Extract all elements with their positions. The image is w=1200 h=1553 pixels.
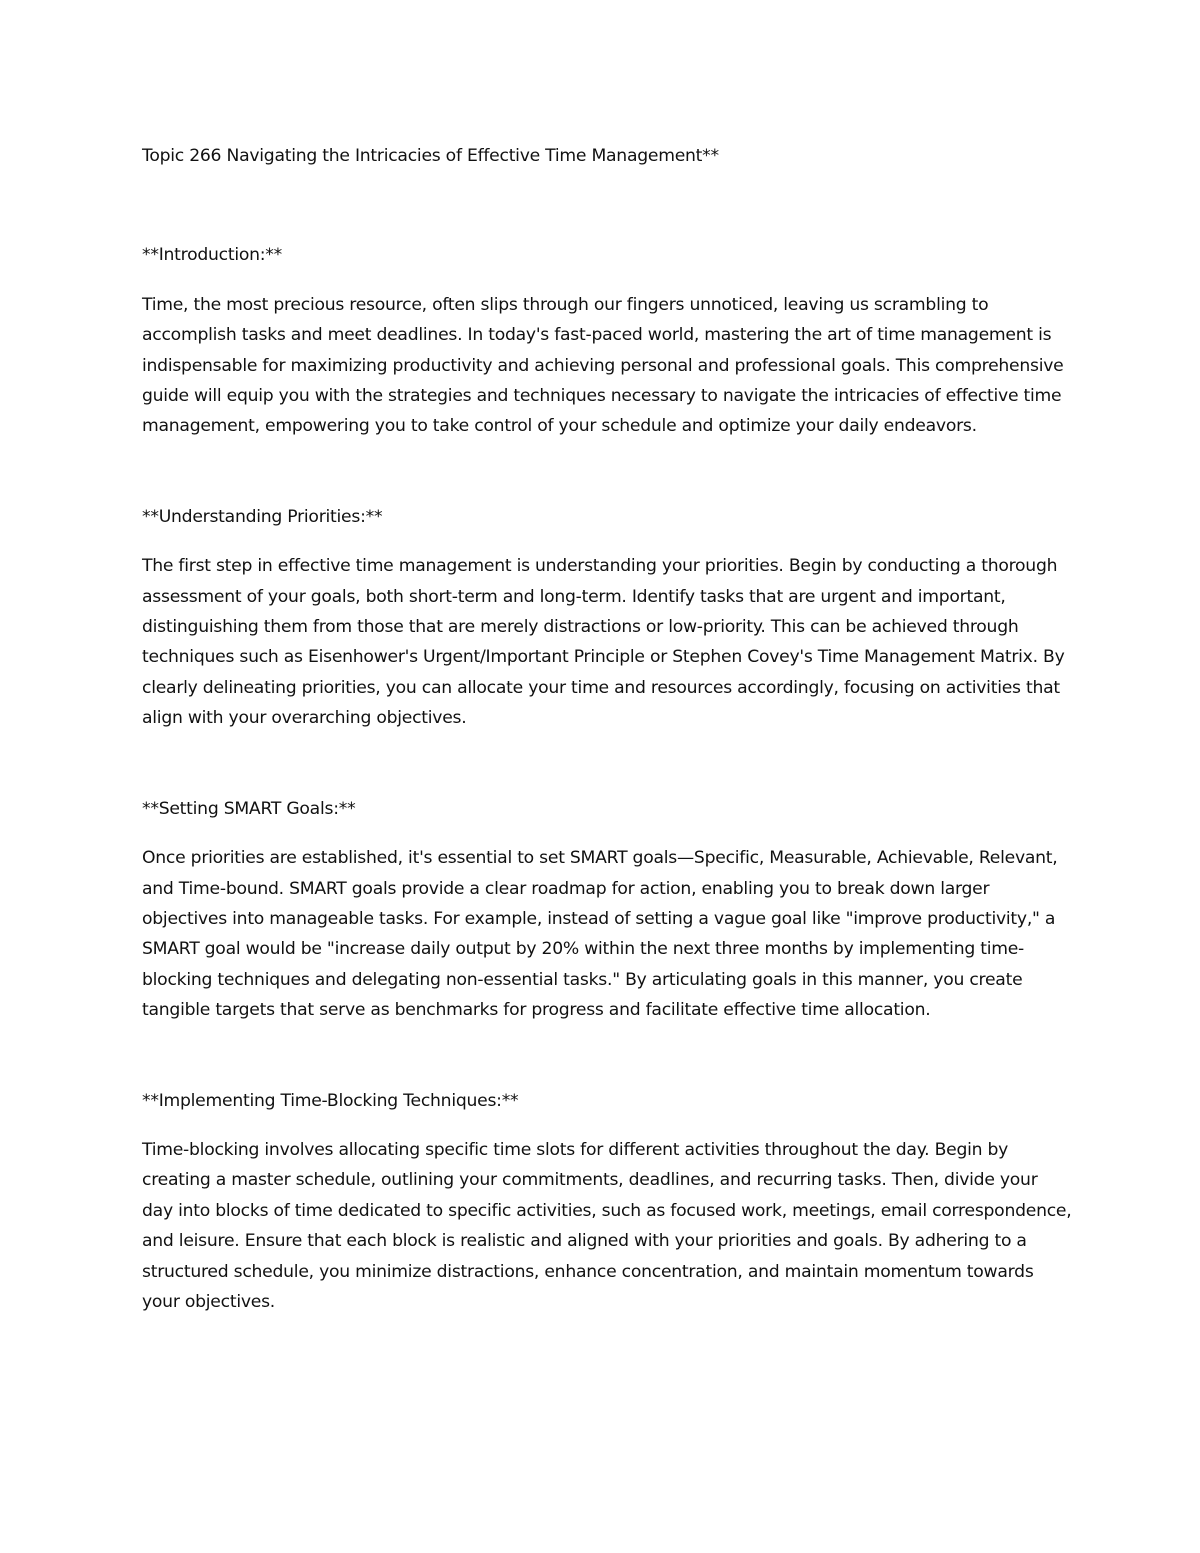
section-heading-understanding-priorities: **Understanding Priorities:**: [142, 506, 383, 527]
section-body-time-blocking: Time-blocking involves allocating specific time slots for different activities throughout the day. Begin by creating a master schedule, outlining your commitments, deadlines, and recurring tasks. Then, divide your day into blocks of time dedicated to specific activities, such as focused work, meetings, email correspondence, and leisure. Ensure that each block is realistic and aligned with your priorities and goals. By adhering to a structured schedule, you minimize distractions, enhance concentration, and maintain momentum towards your objectives.: [142, 1139, 1072, 1312]
section-heading-smart-goals: **Setting SMART Goals:**: [142, 798, 356, 819]
section-heading-introduction: **Introduction:**: [142, 245, 282, 266]
section-body-introduction: Time, the most precious resource, often slips through our fingers unnoticed, leaving us scrambling to accomplish tasks and meet deadlines. In today's fast-paced world, mastering the art of time management is indispensable for maximizing productivity and achieving personal and professional goals. This comprehensive guide will equip you with the strategies and techniques necessary to navigate the intricacies of effective time management, empowering you to take control of your schedule and optimize your daily endeavors.: [142, 294, 1064, 437]
document-content: [142, 141, 1072, 1317]
section-heading-time-blocking: **Implementing Time-Blocking Techniques:**: [142, 1090, 519, 1111]
section-body-smart-goals: Once priorities are established, it's essential to set SMART goals—Specific, Measurable, Achievable, Relevant, and Time-bound. SMART goals provide a clear roadmap for action, enabling you to break down larger objectives into manageable tasks. For example, instead of setting a vague goal like "improve productivity," a SMART goal would be "increase daily output by 20% within the next three months by implementing time-blocking techniques and delegating non-essential tasks." By articulating goals in this manner, you create tangible targets that serve as benchmarks for progress and facilitate effective time allocation.: [142, 848, 1058, 1021]
document-title: Topic 266 Navigating the Intricacies of Effective Time Management**: [142, 146, 719, 166]
section-body-understanding-priorities: The first step in effective time management is understanding your priorities. Begin by conducting a thorough assessment of your goals, both short-term and long-term. Identify tasks that are urgent and important, distinguishing them from those that are merely distractions or low-priority. This can be achieved through techniques such as Eisenhower's Urgent/Important Principle or Stephen Covey's Time Management Matrix. By clearly delineating priorities, you can allocate your time and resources accordingly, focusing on activities that align with your overarching objectives.: [142, 556, 1065, 729]
